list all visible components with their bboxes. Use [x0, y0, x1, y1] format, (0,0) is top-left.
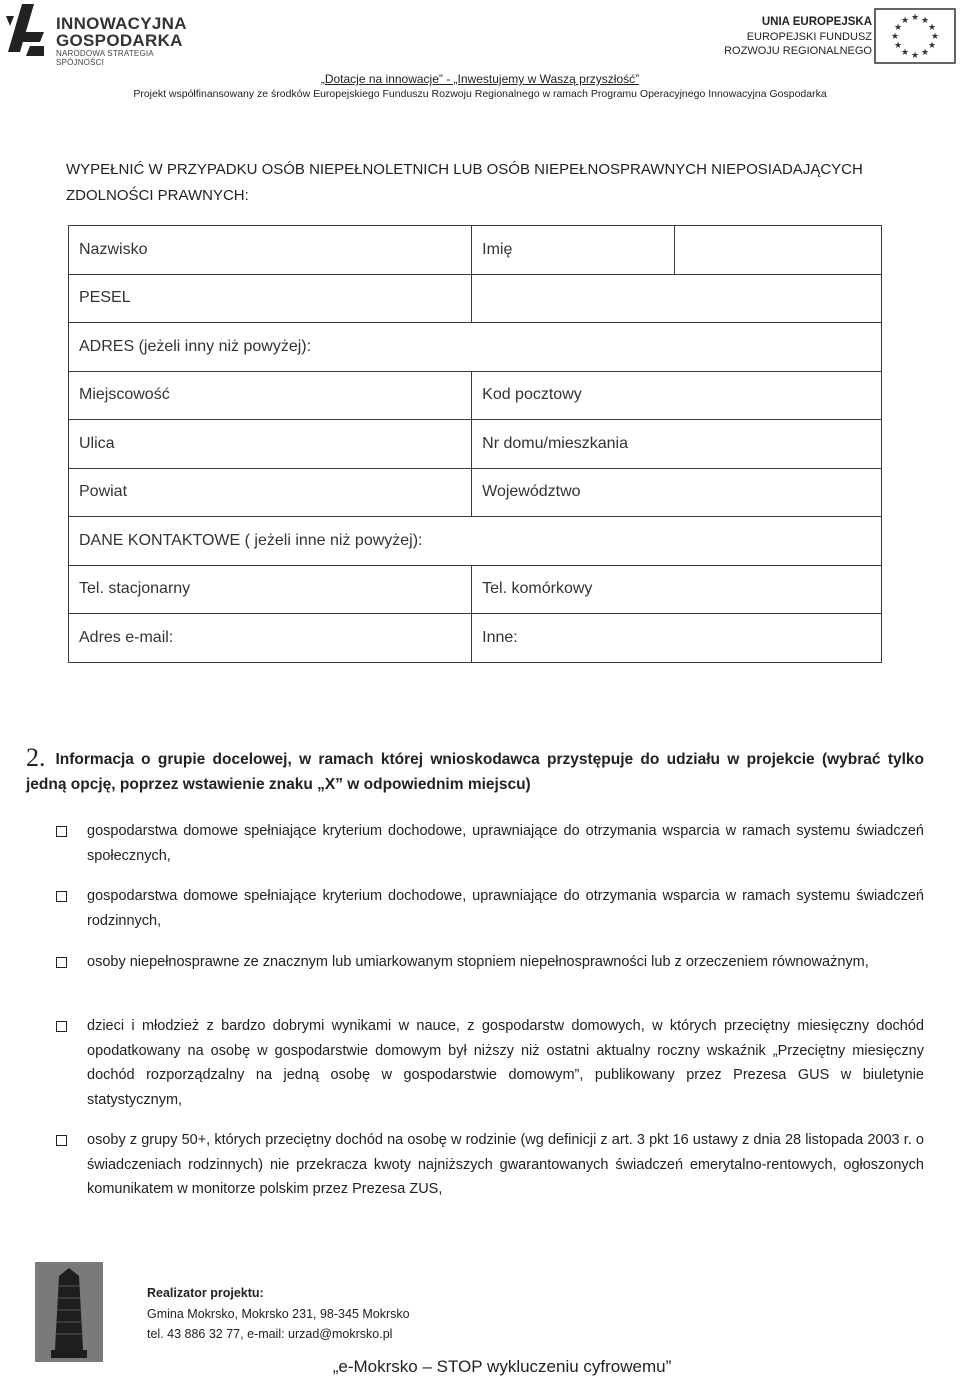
imie-value-cell[interactable] — [674, 226, 881, 275]
section-2-number: 2. — [26, 743, 46, 772]
option-checkbox[interactable] — [56, 1135, 67, 1146]
miejscowosc-field[interactable]: Miejscowość — [69, 371, 472, 420]
option-text: osoby niepełnosprawne ze znacznym lub umiarkowanym stopniem niepełnosprawności lub z orzeczeniem równoważnym, — [87, 954, 869, 970]
svg-text:★: ★ — [893, 41, 903, 51]
mokrsko-tower-emblem-icon — [35, 1262, 103, 1362]
option-text: dzieci i młodzież z bardzo dobrymi wynikami w nauce, z gospodarstw domowych, w których przeciętny miesięczny dochód opodatkowany na osobę w gospodarstwie domowym był niższy niż ostatni aktualny roczny wskaźnik „Przeciętny miesięczny dochód rozporządzalny na jedną osobę w gospodarstwie domowym”, publikowany przez Prezesa GUS w biuletynie statystycznym, — [87, 1018, 924, 1108]
ulica-field[interactable]: Ulica — [69, 420, 472, 469]
nr-domu-field[interactable]: Nr domu/mieszkania — [472, 420, 882, 469]
tel-komorkowy-field[interactable]: Tel. komórkowy — [472, 565, 882, 614]
form-row-phones — [69, 565, 882, 614]
form-row-pesel — [69, 274, 882, 323]
section-title: WYPEŁNIĆ W PRZYPADKU OSÓB NIEPEŁNOLETNICH LUB OSÓB NIEPEŁNOSPRAWNYCH NIEPOSIADAJĄCYCH ZDOLNOŚCI PRAWNYCH: — [66, 161, 863, 204]
pesel-label: PESEL — [79, 289, 131, 307]
guardian-form-table — [68, 225, 882, 663]
kod-pocztowy-field[interactable]: Kod pocztowy — [472, 371, 882, 420]
option-checkbox[interactable] — [56, 957, 67, 968]
svg-text:★: ★ — [910, 51, 920, 61]
form-row-district — [69, 468, 882, 517]
pesel-field[interactable] — [69, 274, 472, 323]
motto: „Dotacje na innowacje” - „Inwestujemy w Waszą przyszłość” — [320, 72, 640, 86]
email-field[interactable]: Adres e-mail: — [69, 614, 472, 663]
realizator-address: Gmina Mokrsko, Mokrsko 231, 98-345 Mokrsko — [147, 1307, 410, 1321]
option-text: gospodarstwa domowe spełniające kryterium dochodowe, uprawniające do otrzymania wsparcia w ramach systemu świadczeń rodzinnych, — [87, 888, 924, 929]
option-checkbox[interactable] — [56, 1021, 67, 1032]
tel-stacjonarny-field[interactable]: Tel. stacjonarny — [69, 565, 472, 614]
logo-subtitle: NARODOWA STRATEGIA SPÓJNOŚCI — [56, 49, 154, 67]
svg-text:★: ★ — [900, 16, 910, 26]
option-text: gospodarstwa domowe spełniające kryterium dochodowe, uprawniające do otrzymania wsparcia w ramach systemu świadczeń społecznych, — [87, 823, 924, 864]
section-2-heading — [26, 745, 924, 797]
form-row-city — [69, 371, 882, 420]
dane-kontaktowe-header: DANE KONTAKTOWE ( jeżeli inne niż powyżej): — [69, 517, 882, 566]
form-row-email — [69, 614, 882, 663]
eu-flag-icon — [874, 8, 956, 64]
pesel-label-wrap — [79, 289, 270, 307]
adres-header: ADRES (jeżeli inny niż powyżej): — [69, 323, 882, 372]
logo-line-2: GOSPODARKA — [56, 31, 183, 50]
svg-text:★: ★ — [927, 41, 937, 51]
option-text: osoby z grupy 50+, których przeciętny dochód na osobę w rodzinie (wg definicji z art. 3 pkt 16 ustawy z dnia 28 listopada 2003 r. o świadczeniach rodzinnych) nie przekracza kwoty najniższych gwarantowanych świadczeń emerytalno-rentowych, ogłoszonych komunikatem w monitorze polskim przez Prezesa ZUS, — [87, 1132, 924, 1197]
form-row-address-header — [69, 323, 882, 372]
nazwisko-field[interactable]: Nazwisko — [69, 226, 472, 275]
eu-logo-line-1: UNIA EUROPEJSKA — [761, 16, 872, 28]
section-2-heading-text: Informacja o grupie docelowej, w ramach której wnioskodawca przystępuje do udziału w projekcie (wybrać tylko jedną opcję, poprzez wstawienie znaku „X” w odpowiednim miejscu) — [26, 751, 924, 793]
innowacyjna-gospodarka-logo — [2, 2, 202, 67]
footer-slogan: „e-Mokrsko – STOP wykluczeniu cyfrowemu” — [332, 1357, 672, 1376]
logo-line-1: INNOWACYJNA — [56, 14, 187, 33]
form-row-contact-header — [69, 517, 882, 566]
svg-text:★: ★ — [900, 48, 910, 58]
svg-text:★: ★ — [920, 16, 930, 26]
eu-logo — [720, 8, 958, 68]
form-row-street — [69, 420, 882, 469]
realizator-label: Realizator projektu: — [147, 1286, 264, 1300]
svg-text:★: ★ — [910, 13, 920, 23]
wojewodztwo-field[interactable]: Województwo — [472, 468, 882, 517]
innowacyjna-gospodarka-emblem-icon — [4, 2, 48, 58]
eu-logo-line-2: EUROPEJSKI FUNDUSZ — [746, 31, 872, 43]
form-row-name — [69, 226, 882, 275]
realizator-contact: tel. 43 886 32 77, e-mail: urzad@mokrsko.pl — [147, 1327, 393, 1341]
project-statement: Projekt współfinansowany ze środków Europejskiego Funduszu Rozwoju Regionalnego w ramach Programu Operacyjnego Innowacyjna Gospodarka — [133, 88, 827, 100]
imie-field[interactable]: Imię — [472, 226, 674, 275]
svg-text:★: ★ — [920, 48, 930, 58]
page-header — [0, 0, 960, 110]
svg-text:★: ★ — [890, 32, 900, 42]
svg-text:★: ★ — [927, 23, 937, 33]
powiat-field[interactable]: Powiat — [69, 468, 472, 517]
option-checkbox[interactable] — [56, 826, 67, 837]
option-checkbox[interactable] — [56, 891, 67, 902]
eu-logo-line-3: ROZWOJU REGIONALNEGO — [724, 45, 872, 57]
pesel-value-cell[interactable] — [472, 274, 882, 323]
svg-text:★: ★ — [893, 23, 903, 33]
svg-text:★: ★ — [930, 32, 940, 42]
inne-field[interactable]: Inne: — [472, 614, 882, 663]
